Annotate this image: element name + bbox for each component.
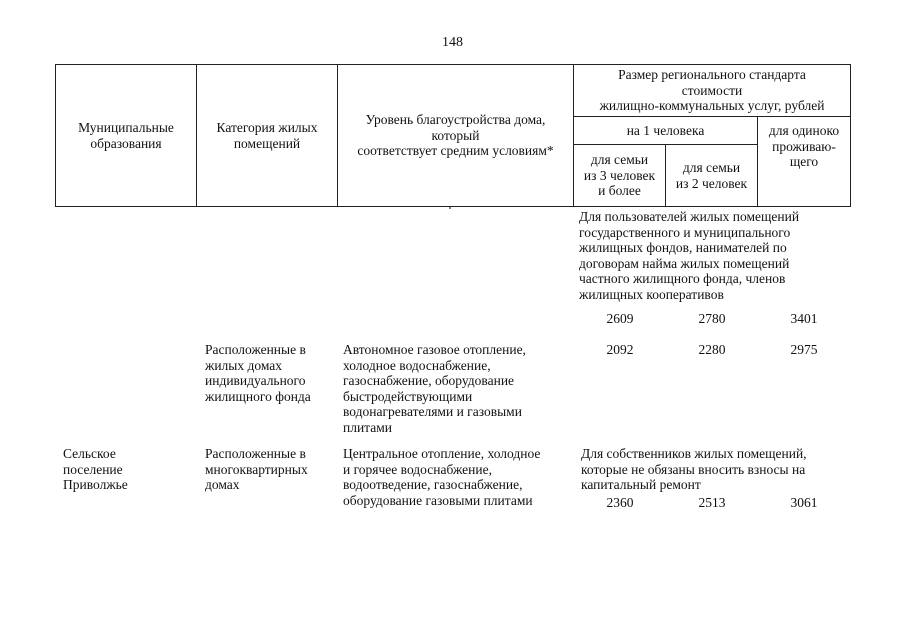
value-village-family3: 2360 xyxy=(606,495,634,510)
value-users-family3: 2609 xyxy=(606,311,634,326)
row-village-amenities: Центральное отопление, холодное и горячее водоснабжение, водоотведение, газоснабжение, оборудование газовыми плитами xyxy=(343,446,541,508)
note-users: Для пользователей жилых помещений государственного и муниципального жилищных фондов, нанимателей по договорам найма жилых помещений частного жилищного фонда, членов жилищных кооперативов xyxy=(579,209,800,302)
header-amenities: Уровень благоустройства дома, который соответствует средним условиям* xyxy=(338,65,574,207)
header-single: для одиноко проживаю- щего xyxy=(758,117,851,207)
row-village-municipality: Сельское поселение Приволжье xyxy=(63,446,128,492)
header-category: Категория жилых помещений xyxy=(197,65,338,207)
row-individual-amenities: Автономное газовое отопление, холодное водоснабжение, газоснабжение, оборудование быстродействующими водонагревателями и газовыми плитами xyxy=(343,342,526,435)
value-individual-family2: 2280 xyxy=(698,342,726,357)
header-per-person: на 1 человека xyxy=(574,117,758,145)
value-village-single: 3061 xyxy=(790,495,818,510)
table-header xyxy=(55,64,851,207)
header-family2: для семьи из 2 человек xyxy=(666,145,758,207)
value-individual-family3: 2092 xyxy=(606,342,634,357)
value-village-family2: 2513 xyxy=(698,495,726,510)
row-individual-category: Расположенные в жилых домах индивидуального жилищного фонда xyxy=(205,342,311,404)
value-users-family2: 2780 xyxy=(698,311,726,326)
row-village-category: Расположенные в многоквартирных домах xyxy=(205,446,308,492)
header-standard: Размер регионального стандарта стоимости жилищно-коммунальных услуг, рублей xyxy=(574,65,851,117)
page-number: 148 xyxy=(442,35,463,50)
note-owners: Для собственников жилых помещений, которые не обязаны вносить взносы на капитальный ремонт xyxy=(581,446,807,492)
header-family3: для семьи из 3 человек и более xyxy=(574,145,666,207)
header-municipality: Муниципальные образования xyxy=(56,65,197,207)
value-individual-single: 2975 xyxy=(790,342,818,357)
stray-dot xyxy=(449,207,451,209)
value-users-single: 3401 xyxy=(790,311,818,326)
